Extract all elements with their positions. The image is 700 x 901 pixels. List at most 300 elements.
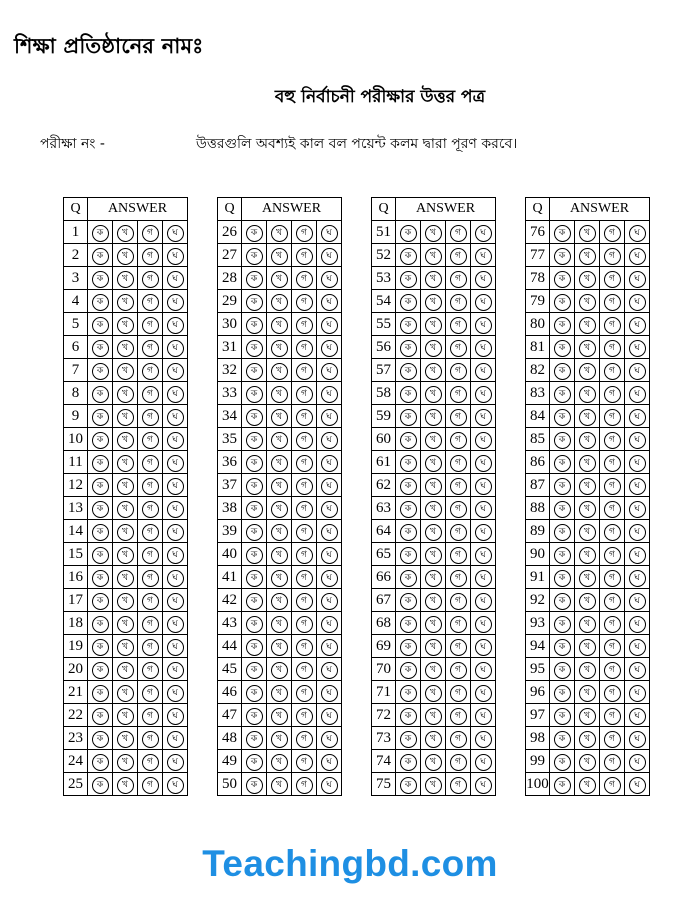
answer-bubble[interactable]: গ: [296, 340, 313, 357]
answer-bubble[interactable]: ঘ: [475, 777, 492, 794]
answer-bubble[interactable]: গ: [450, 363, 467, 380]
answer-bubble[interactable]: খ: [117, 662, 134, 679]
answer-bubble[interactable]: ঘ: [629, 731, 646, 748]
answer-bubble[interactable]: খ: [579, 225, 596, 242]
answer-bubble[interactable]: ঘ: [167, 386, 184, 403]
answer-bubble[interactable]: খ: [271, 455, 288, 472]
answer-bubble[interactable]: গ: [142, 340, 159, 357]
answer-bubble[interactable]: ক: [246, 570, 263, 587]
answer-bubble[interactable]: গ: [604, 616, 621, 633]
answer-bubble[interactable]: গ: [296, 524, 313, 541]
answer-bubble[interactable]: ঘ: [167, 570, 184, 587]
answer-bubble[interactable]: গ: [142, 570, 159, 587]
answer-bubble[interactable]: খ: [117, 271, 134, 288]
answer-bubble[interactable]: ঘ: [475, 524, 492, 541]
answer-bubble[interactable]: ক: [92, 754, 109, 771]
answer-bubble[interactable]: ক: [92, 616, 109, 633]
answer-bubble[interactable]: গ: [604, 708, 621, 725]
answer-bubble[interactable]: গ: [296, 386, 313, 403]
answer-bubble[interactable]: খ: [579, 547, 596, 564]
answer-bubble[interactable]: গ: [604, 386, 621, 403]
answer-bubble[interactable]: ক: [400, 662, 417, 679]
answer-bubble[interactable]: ক: [400, 547, 417, 564]
answer-bubble[interactable]: খ: [425, 409, 442, 426]
answer-bubble[interactable]: ঘ: [475, 639, 492, 656]
answer-bubble[interactable]: ঘ: [475, 248, 492, 265]
answer-bubble[interactable]: ঘ: [167, 685, 184, 702]
answer-bubble[interactable]: ঘ: [475, 754, 492, 771]
answer-bubble[interactable]: ঘ: [629, 754, 646, 771]
answer-bubble[interactable]: খ: [271, 754, 288, 771]
answer-bubble[interactable]: ঘ: [167, 271, 184, 288]
answer-bubble[interactable]: ক: [554, 501, 571, 518]
answer-bubble[interactable]: খ: [579, 478, 596, 495]
answer-bubble[interactable]: খ: [117, 524, 134, 541]
answer-bubble[interactable]: গ: [142, 754, 159, 771]
answer-bubble[interactable]: খ: [425, 754, 442, 771]
answer-bubble[interactable]: খ: [579, 639, 596, 656]
answer-bubble[interactable]: ক: [92, 777, 109, 794]
answer-bubble[interactable]: ঘ: [321, 409, 338, 426]
answer-bubble[interactable]: ক: [554, 455, 571, 472]
answer-bubble[interactable]: গ: [142, 478, 159, 495]
answer-bubble[interactable]: খ: [117, 501, 134, 518]
answer-bubble[interactable]: খ: [117, 708, 134, 725]
answer-bubble[interactable]: খ: [117, 294, 134, 311]
answer-bubble[interactable]: গ: [450, 409, 467, 426]
answer-bubble[interactable]: গ: [450, 777, 467, 794]
answer-bubble[interactable]: ঘ: [167, 547, 184, 564]
answer-bubble[interactable]: ক: [400, 409, 417, 426]
answer-bubble[interactable]: গ: [142, 294, 159, 311]
answer-bubble[interactable]: ঘ: [321, 547, 338, 564]
answer-bubble[interactable]: ঘ: [321, 248, 338, 265]
answer-bubble[interactable]: খ: [579, 570, 596, 587]
answer-bubble[interactable]: গ: [296, 616, 313, 633]
answer-bubble[interactable]: ঘ: [167, 501, 184, 518]
answer-bubble[interactable]: ঘ: [475, 363, 492, 380]
answer-bubble[interactable]: খ: [117, 547, 134, 564]
answer-bubble[interactable]: ঘ: [475, 294, 492, 311]
answer-bubble[interactable]: খ: [271, 294, 288, 311]
answer-bubble[interactable]: ক: [554, 754, 571, 771]
answer-bubble[interactable]: খ: [579, 662, 596, 679]
answer-bubble[interactable]: গ: [604, 731, 621, 748]
answer-bubble[interactable]: খ: [579, 501, 596, 518]
answer-bubble[interactable]: খ: [425, 524, 442, 541]
answer-bubble[interactable]: ঘ: [167, 248, 184, 265]
answer-bubble[interactable]: গ: [142, 593, 159, 610]
answer-bubble[interactable]: গ: [450, 570, 467, 587]
answer-bubble[interactable]: ক: [92, 662, 109, 679]
answer-bubble[interactable]: ঘ: [321, 363, 338, 380]
answer-bubble[interactable]: ক: [246, 685, 263, 702]
answer-bubble[interactable]: ক: [400, 685, 417, 702]
answer-bubble[interactable]: গ: [604, 409, 621, 426]
answer-bubble[interactable]: খ: [117, 593, 134, 610]
answer-bubble[interactable]: খ: [579, 409, 596, 426]
answer-bubble[interactable]: ক: [400, 340, 417, 357]
answer-bubble[interactable]: গ: [450, 524, 467, 541]
answer-bubble[interactable]: ক: [554, 409, 571, 426]
answer-bubble[interactable]: ঘ: [321, 593, 338, 610]
answer-bubble[interactable]: গ: [604, 455, 621, 472]
answer-bubble[interactable]: ঘ: [475, 547, 492, 564]
answer-bubble[interactable]: ক: [400, 777, 417, 794]
answer-bubble[interactable]: গ: [450, 271, 467, 288]
answer-bubble[interactable]: ক: [400, 501, 417, 518]
answer-bubble[interactable]: খ: [117, 317, 134, 334]
answer-bubble[interactable]: ক: [92, 317, 109, 334]
answer-bubble[interactable]: খ: [117, 432, 134, 449]
answer-bubble[interactable]: ক: [554, 593, 571, 610]
answer-bubble[interactable]: খ: [271, 547, 288, 564]
answer-bubble[interactable]: ক: [246, 501, 263, 518]
answer-bubble[interactable]: ঘ: [321, 662, 338, 679]
answer-bubble[interactable]: গ: [604, 570, 621, 587]
answer-bubble[interactable]: ঘ: [321, 340, 338, 357]
answer-bubble[interactable]: ক: [92, 501, 109, 518]
answer-bubble[interactable]: খ: [271, 363, 288, 380]
answer-bubble[interactable]: ঘ: [475, 708, 492, 725]
answer-bubble[interactable]: ক: [246, 432, 263, 449]
answer-bubble[interactable]: ক: [92, 271, 109, 288]
answer-bubble[interactable]: খ: [425, 639, 442, 656]
answer-bubble[interactable]: ক: [92, 547, 109, 564]
answer-bubble[interactable]: ক: [400, 317, 417, 334]
answer-bubble[interactable]: ঘ: [321, 317, 338, 334]
answer-bubble[interactable]: খ: [579, 616, 596, 633]
answer-bubble[interactable]: গ: [142, 386, 159, 403]
answer-bubble[interactable]: ক: [400, 570, 417, 587]
answer-bubble[interactable]: গ: [296, 570, 313, 587]
answer-bubble[interactable]: ঘ: [629, 317, 646, 334]
answer-bubble[interactable]: গ: [296, 777, 313, 794]
answer-bubble[interactable]: খ: [425, 616, 442, 633]
answer-bubble[interactable]: ক: [400, 248, 417, 265]
answer-bubble[interactable]: গ: [604, 685, 621, 702]
answer-bubble[interactable]: খ: [579, 685, 596, 702]
answer-bubble[interactable]: ঘ: [475, 616, 492, 633]
answer-bubble[interactable]: ঘ: [629, 271, 646, 288]
answer-bubble[interactable]: ক: [554, 570, 571, 587]
answer-bubble[interactable]: ঘ: [475, 271, 492, 288]
answer-bubble[interactable]: ঘ: [321, 455, 338, 472]
answer-bubble[interactable]: ক: [246, 248, 263, 265]
answer-bubble[interactable]: ক: [92, 478, 109, 495]
answer-bubble[interactable]: গ: [142, 524, 159, 541]
answer-bubble[interactable]: ঘ: [475, 340, 492, 357]
answer-bubble[interactable]: ঘ: [475, 432, 492, 449]
answer-bubble[interactable]: খ: [271, 409, 288, 426]
answer-bubble[interactable]: ক: [246, 317, 263, 334]
answer-bubble[interactable]: খ: [425, 386, 442, 403]
answer-bubble[interactable]: গ: [604, 432, 621, 449]
answer-bubble[interactable]: ক: [92, 570, 109, 587]
answer-bubble[interactable]: ক: [92, 294, 109, 311]
answer-bubble[interactable]: গ: [142, 432, 159, 449]
answer-bubble[interactable]: খ: [271, 271, 288, 288]
answer-bubble[interactable]: ঘ: [629, 386, 646, 403]
answer-bubble[interactable]: খ: [271, 685, 288, 702]
answer-bubble[interactable]: গ: [296, 731, 313, 748]
answer-bubble[interactable]: গ: [296, 271, 313, 288]
answer-bubble[interactable]: ক: [400, 593, 417, 610]
answer-bubble[interactable]: খ: [425, 685, 442, 702]
answer-bubble[interactable]: ক: [92, 524, 109, 541]
answer-bubble[interactable]: ঘ: [321, 616, 338, 633]
answer-bubble[interactable]: ঘ: [167, 225, 184, 242]
answer-bubble[interactable]: গ: [604, 478, 621, 495]
answer-bubble[interactable]: ঘ: [475, 662, 492, 679]
answer-bubble[interactable]: গ: [142, 662, 159, 679]
answer-bubble[interactable]: ক: [246, 524, 263, 541]
answer-bubble[interactable]: গ: [604, 248, 621, 265]
answer-bubble[interactable]: ঘ: [321, 225, 338, 242]
answer-bubble[interactable]: ঘ: [475, 731, 492, 748]
answer-bubble[interactable]: ক: [554, 685, 571, 702]
answer-bubble[interactable]: খ: [117, 777, 134, 794]
answer-bubble[interactable]: ঘ: [167, 340, 184, 357]
answer-bubble[interactable]: ঘ: [321, 386, 338, 403]
answer-bubble[interactable]: খ: [579, 432, 596, 449]
answer-bubble[interactable]: ঘ: [167, 593, 184, 610]
answer-bubble[interactable]: খ: [271, 662, 288, 679]
answer-bubble[interactable]: খ: [117, 478, 134, 495]
answer-bubble[interactable]: খ: [425, 432, 442, 449]
answer-bubble[interactable]: ঘ: [475, 409, 492, 426]
answer-bubble[interactable]: গ: [142, 248, 159, 265]
answer-bubble[interactable]: খ: [271, 248, 288, 265]
answer-bubble[interactable]: খ: [425, 294, 442, 311]
answer-bubble[interactable]: ঘ: [167, 409, 184, 426]
answer-bubble[interactable]: খ: [117, 225, 134, 242]
answer-bubble[interactable]: ঘ: [321, 754, 338, 771]
answer-bubble[interactable]: গ: [450, 616, 467, 633]
answer-bubble[interactable]: গ: [604, 501, 621, 518]
answer-bubble[interactable]: ক: [554, 478, 571, 495]
answer-bubble[interactable]: খ: [271, 593, 288, 610]
answer-bubble[interactable]: গ: [142, 639, 159, 656]
answer-bubble[interactable]: গ: [296, 317, 313, 334]
answer-bubble[interactable]: ক: [400, 524, 417, 541]
answer-bubble[interactable]: গ: [450, 478, 467, 495]
answer-bubble[interactable]: ঘ: [629, 478, 646, 495]
answer-bubble[interactable]: ঘ: [167, 616, 184, 633]
answer-bubble[interactable]: খ: [579, 455, 596, 472]
answer-bubble[interactable]: গ: [142, 777, 159, 794]
answer-bubble[interactable]: ক: [554, 432, 571, 449]
answer-bubble[interactable]: গ: [450, 547, 467, 564]
answer-bubble[interactable]: ক: [246, 708, 263, 725]
answer-bubble[interactable]: ঘ: [167, 754, 184, 771]
answer-bubble[interactable]: ঘ: [629, 570, 646, 587]
answer-bubble[interactable]: খ: [117, 386, 134, 403]
answer-bubble[interactable]: ঘ: [475, 478, 492, 495]
answer-bubble[interactable]: ঘ: [629, 662, 646, 679]
answer-bubble[interactable]: গ: [142, 363, 159, 380]
answer-bubble[interactable]: খ: [579, 708, 596, 725]
answer-bubble[interactable]: গ: [142, 547, 159, 564]
answer-bubble[interactable]: ক: [246, 225, 263, 242]
answer-bubble[interactable]: খ: [579, 386, 596, 403]
answer-bubble[interactable]: ক: [246, 754, 263, 771]
answer-bubble[interactable]: ঘ: [629, 547, 646, 564]
answer-bubble[interactable]: ঘ: [629, 455, 646, 472]
answer-bubble[interactable]: ক: [554, 317, 571, 334]
answer-bubble[interactable]: গ: [450, 317, 467, 334]
answer-bubble[interactable]: ক: [92, 685, 109, 702]
answer-bubble[interactable]: ক: [246, 662, 263, 679]
answer-bubble[interactable]: গ: [142, 708, 159, 725]
answer-bubble[interactable]: ক: [92, 386, 109, 403]
answer-bubble[interactable]: ঘ: [629, 340, 646, 357]
answer-bubble[interactable]: গ: [296, 225, 313, 242]
answer-bubble[interactable]: খ: [271, 225, 288, 242]
answer-bubble[interactable]: ঘ: [629, 225, 646, 242]
answer-bubble[interactable]: ক: [400, 225, 417, 242]
answer-bubble[interactable]: ঘ: [629, 248, 646, 265]
answer-bubble[interactable]: ক: [554, 248, 571, 265]
answer-bubble[interactable]: খ: [579, 777, 596, 794]
answer-bubble[interactable]: ঘ: [629, 708, 646, 725]
answer-bubble[interactable]: ঘ: [475, 501, 492, 518]
answer-bubble[interactable]: ক: [554, 271, 571, 288]
answer-bubble[interactable]: ঘ: [167, 777, 184, 794]
answer-bubble[interactable]: খ: [271, 777, 288, 794]
answer-bubble[interactable]: গ: [604, 271, 621, 288]
answer-bubble[interactable]: ঘ: [475, 593, 492, 610]
answer-bubble[interactable]: ঘ: [629, 616, 646, 633]
answer-bubble[interactable]: খ: [425, 708, 442, 725]
answer-bubble[interactable]: ঘ: [475, 455, 492, 472]
answer-bubble[interactable]: ক: [92, 225, 109, 242]
answer-bubble[interactable]: ক: [554, 639, 571, 656]
answer-bubble[interactable]: খ: [425, 271, 442, 288]
answer-bubble[interactable]: ক: [246, 616, 263, 633]
answer-bubble[interactable]: ঘ: [321, 294, 338, 311]
answer-bubble[interactable]: ক: [92, 708, 109, 725]
answer-bubble[interactable]: ক: [246, 409, 263, 426]
answer-bubble[interactable]: গ: [450, 708, 467, 725]
answer-bubble[interactable]: খ: [117, 754, 134, 771]
answer-bubble[interactable]: গ: [142, 409, 159, 426]
answer-bubble[interactable]: গ: [142, 731, 159, 748]
answer-bubble[interactable]: খ: [117, 639, 134, 656]
answer-bubble[interactable]: খ: [117, 363, 134, 380]
answer-bubble[interactable]: গ: [296, 593, 313, 610]
answer-bubble[interactable]: খ: [425, 478, 442, 495]
answer-bubble[interactable]: খ: [425, 501, 442, 518]
answer-bubble[interactable]: ঘ: [321, 777, 338, 794]
answer-bubble[interactable]: ঘ: [167, 639, 184, 656]
answer-bubble[interactable]: ঘ: [475, 386, 492, 403]
answer-bubble[interactable]: ক: [554, 777, 571, 794]
answer-bubble[interactable]: গ: [604, 754, 621, 771]
answer-bubble[interactable]: গ: [142, 616, 159, 633]
answer-bubble[interactable]: ঘ: [629, 685, 646, 702]
answer-bubble[interactable]: গ: [604, 340, 621, 357]
answer-bubble[interactable]: খ: [425, 593, 442, 610]
answer-bubble[interactable]: গ: [450, 386, 467, 403]
answer-bubble[interactable]: ঘ: [167, 363, 184, 380]
answer-bubble[interactable]: ঘ: [629, 432, 646, 449]
answer-bubble[interactable]: ক: [92, 340, 109, 357]
answer-bubble[interactable]: খ: [425, 455, 442, 472]
answer-bubble[interactable]: ঘ: [321, 639, 338, 656]
answer-bubble[interactable]: গ: [142, 685, 159, 702]
answer-bubble[interactable]: ক: [92, 363, 109, 380]
answer-bubble[interactable]: গ: [296, 547, 313, 564]
answer-bubble[interactable]: ক: [92, 639, 109, 656]
answer-bubble[interactable]: ঘ: [475, 570, 492, 587]
answer-bubble[interactable]: ক: [246, 271, 263, 288]
answer-bubble[interactable]: গ: [450, 432, 467, 449]
answer-bubble[interactable]: গ: [142, 501, 159, 518]
answer-bubble[interactable]: খ: [271, 340, 288, 357]
answer-bubble[interactable]: খ: [117, 248, 134, 265]
answer-bubble[interactable]: ঘ: [167, 294, 184, 311]
answer-bubble[interactable]: গ: [450, 662, 467, 679]
answer-bubble[interactable]: গ: [450, 593, 467, 610]
answer-bubble[interactable]: ঘ: [321, 501, 338, 518]
answer-bubble[interactable]: ক: [400, 455, 417, 472]
answer-bubble[interactable]: ঘ: [629, 501, 646, 518]
answer-bubble[interactable]: ঘ: [629, 593, 646, 610]
answer-bubble[interactable]: ক: [400, 731, 417, 748]
answer-bubble[interactable]: খ: [579, 317, 596, 334]
answer-bubble[interactable]: ক: [554, 340, 571, 357]
answer-bubble[interactable]: ক: [554, 616, 571, 633]
answer-bubble[interactable]: ঘ: [167, 455, 184, 472]
answer-bubble[interactable]: ক: [554, 225, 571, 242]
answer-bubble[interactable]: গ: [296, 685, 313, 702]
answer-bubble[interactable]: গ: [296, 455, 313, 472]
answer-bubble[interactable]: ক: [246, 363, 263, 380]
answer-bubble[interactable]: ঘ: [167, 524, 184, 541]
answer-bubble[interactable]: খ: [579, 593, 596, 610]
answer-bubble[interactable]: ঘ: [167, 662, 184, 679]
answer-bubble[interactable]: গ: [450, 731, 467, 748]
answer-bubble[interactable]: ঘ: [475, 685, 492, 702]
answer-bubble[interactable]: গ: [296, 708, 313, 725]
answer-bubble[interactable]: ক: [246, 340, 263, 357]
answer-bubble[interactable]: ঘ: [629, 639, 646, 656]
answer-bubble[interactable]: ক: [92, 409, 109, 426]
answer-bubble[interactable]: ঘ: [321, 731, 338, 748]
answer-bubble[interactable]: গ: [604, 317, 621, 334]
answer-bubble[interactable]: ক: [246, 593, 263, 610]
answer-bubble[interactable]: গ: [450, 225, 467, 242]
answer-bubble[interactable]: ক: [246, 639, 263, 656]
answer-bubble[interactable]: খ: [117, 731, 134, 748]
answer-bubble[interactable]: খ: [271, 708, 288, 725]
answer-bubble[interactable]: গ: [604, 225, 621, 242]
answer-bubble[interactable]: খ: [271, 386, 288, 403]
answer-bubble[interactable]: ঘ: [167, 317, 184, 334]
answer-bubble[interactable]: খ: [579, 248, 596, 265]
answer-bubble[interactable]: গ: [296, 409, 313, 426]
answer-bubble[interactable]: ঘ: [321, 708, 338, 725]
answer-bubble[interactable]: ঘ: [167, 708, 184, 725]
answer-bubble[interactable]: ক: [246, 777, 263, 794]
answer-bubble[interactable]: গ: [450, 639, 467, 656]
answer-bubble[interactable]: গ: [450, 754, 467, 771]
answer-bubble[interactable]: খ: [425, 731, 442, 748]
answer-bubble[interactable]: খ: [271, 432, 288, 449]
answer-bubble[interactable]: গ: [450, 455, 467, 472]
answer-bubble[interactable]: ঘ: [629, 409, 646, 426]
